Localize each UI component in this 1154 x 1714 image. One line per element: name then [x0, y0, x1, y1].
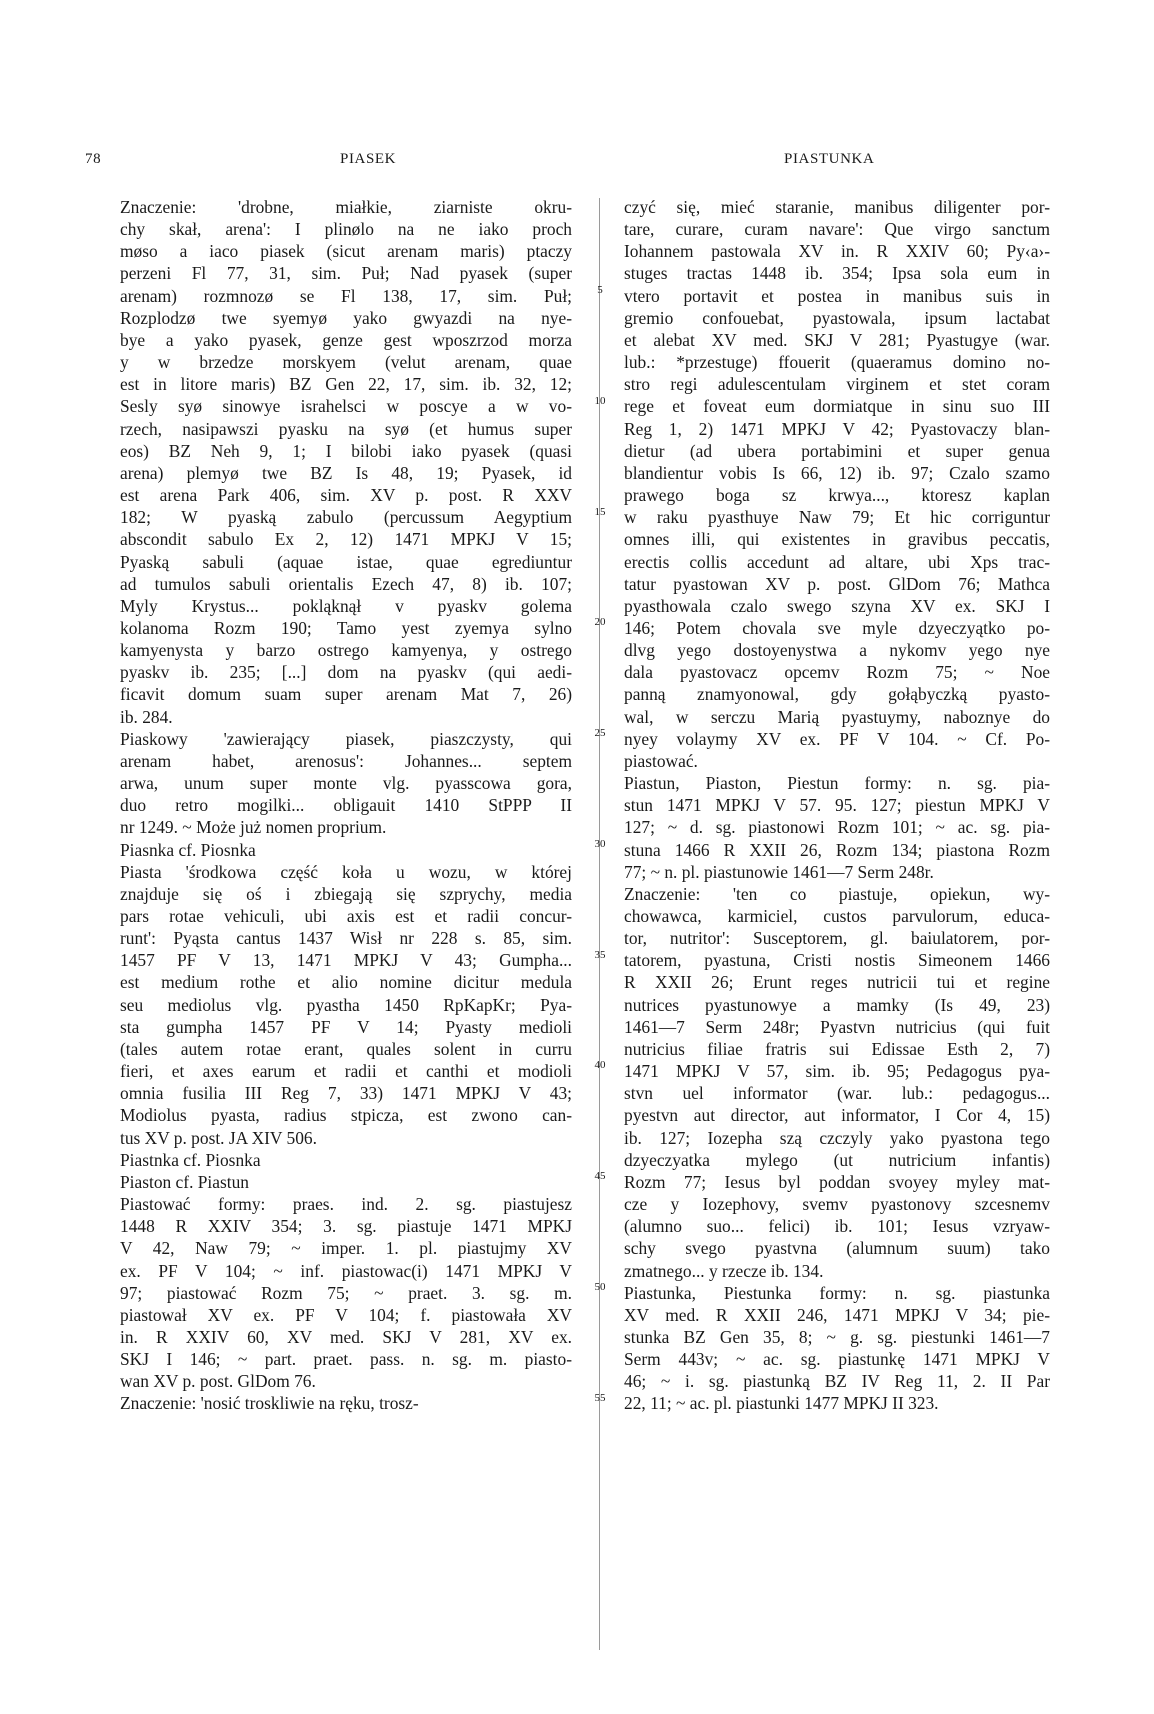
- text-line: Piaskowy 'zawierający piasek, piaszczysty, qui: [120, 728, 572, 749]
- line-number: 15: [594, 506, 606, 518]
- line-number: 50: [594, 1281, 606, 1293]
- text-line: Znaczenie: 'nosić troskliwie na ręku, trosz-: [120, 1393, 419, 1414]
- page-number: 78: [85, 151, 102, 167]
- text-line: rzech, nasipawszi pyasku na syø (et humus super: [120, 418, 572, 439]
- text-line: 22, 11; ~ ac. pl. piastunki 1477 MPKJ II 323.: [624, 1393, 939, 1414]
- text-line: Pyaską sabuli (aquae istae, quae egrediuntur: [120, 551, 572, 572]
- text-line: Piastnka cf. Piosnka: [120, 1149, 261, 1170]
- text-line: 1461—7 Serm 248r; Pyastvn nutricius (qui fuit: [624, 1016, 1050, 1037]
- text-line: nyey volaymy XV ex. PF V 104. ~ Cf. Po-: [624, 728, 1050, 749]
- text-line: Rozm 77; Iesus byl poddan svoyey myley mat-: [624, 1171, 1050, 1192]
- text-line: piastował XV ex. PF V 104; f. piastowała XV: [120, 1304, 572, 1325]
- text-line: 1471 MPKJ V 57, sim. ib. 95; Pedagogus pya-: [624, 1061, 1050, 1082]
- text-line: lub.: *przestuge) ffouerit (quaeramus domino no-: [624, 352, 1050, 373]
- text-line: wan XV p. post. GlDom 76.: [120, 1371, 316, 1392]
- text-line: Znaczenie: 'ten co piastuje, opiekun, wy-: [624, 883, 1050, 904]
- text-line: cze y Iozephovy, svemv pyastonovy szcesnemv: [624, 1194, 1050, 1215]
- line-number: 25: [594, 727, 606, 739]
- left-column: [120, 196, 572, 1415]
- text-line: tare, curare, curam navare': Que virgo sanctum: [624, 219, 1050, 240]
- text-line: stun 1471 MPKJ V 57. 95. 127; piestun MPKJ V: [624, 795, 1050, 816]
- text-line: nutrices pyastunowye a mamky (Is 49, 23): [624, 994, 1050, 1015]
- line-number: 10: [594, 395, 606, 407]
- text-line: vtero portavit et postea in manibus suis in: [624, 285, 1050, 306]
- text-line: R XXII 26; Erunt reges nutricii tui et regine: [624, 972, 1050, 993]
- text-line: nr 1249. ~ Może już nomen proprium.: [120, 817, 387, 838]
- text-line: pyaskv ib. 235; [...] dom na pyaskv (qui aedi-: [120, 662, 572, 683]
- text-line: Piastun, Piaston, Piestun formy: n. sg. pia-: [624, 773, 1050, 794]
- text-line: Iohannem pastowala XV in. R XXIV 60; Py‹a›-: [624, 241, 1050, 262]
- text-line: 77; ~ n. pl. piastunowie 1461—7 Serm 248r.: [624, 861, 934, 882]
- line-number: 20: [594, 616, 606, 628]
- line-number: 30: [594, 838, 606, 850]
- text-line: gremio confouebat, pyastowala, ipsum lactabat: [624, 307, 1050, 328]
- running-head-left: PIASEK: [340, 151, 397, 167]
- text-line: stvn uel informator (war. lub.: pedagogus...: [624, 1083, 1050, 1104]
- text-line: czyć się, mieć staranie, manibus diligenter por-: [624, 197, 1050, 217]
- text-line: nutricius filiae fratris sui Edissae Esth 2, 7): [624, 1038, 1050, 1059]
- text-line: panną znamyonowal, gdy gołąbyczką pyasto-: [624, 684, 1050, 705]
- line-number: 45: [594, 1170, 606, 1182]
- text-line: est medium rothe et alio nomine dicitur medula: [120, 972, 572, 993]
- text-line: stunka BZ Gen 35, 8; ~ g. sg. piestunki 1461—7: [624, 1326, 1050, 1347]
- text-line: wal, w serczu Marią pyastuymy, naboznye do: [624, 706, 1050, 727]
- text-line: Reg 1, 2) 1471 MPKJ V 42; Pyastovaczy blan-: [624, 418, 1050, 439]
- text-line: blandientur vobis Is 66, 12) ib. 97; Czalo szamo: [624, 462, 1050, 483]
- text-line: dzyeczyatka mylego (ut nutricium infantis): [624, 1149, 1050, 1170]
- text-line: duo retro mogilki... obligauit 1410 StPPP II: [120, 795, 572, 816]
- line-number: 55: [594, 1392, 606, 1404]
- text-line: ficavit domum suam super arenam Mat 7, 26): [120, 684, 572, 705]
- text-line: 182; W pyaską zabulo (percussum Aegyptium: [120, 507, 572, 528]
- text-line: omnia fusilia III Reg 7, 33) 1471 MPKJ V 43;: [120, 1083, 572, 1104]
- text-line: w raku pyasthuye Naw 79; Et hic corriguntur: [624, 507, 1050, 528]
- text-line: arwa, unum super monte vlg. pyasscowa gora,: [120, 773, 572, 794]
- text-line: Sesly syø sinowye israhelsci w poscye a w vo-: [120, 396, 572, 417]
- text-line: ib. 127; Iozepha szą czczyly yako pyastona tego: [624, 1127, 1050, 1148]
- text-line: (alumno suo... felici) ib. 101; Iesus vzryaw-: [624, 1216, 1050, 1237]
- text-line: tatur pyastowan XV p. post. GlDom 76; Mathca: [624, 573, 1050, 594]
- text-line: omnes illi, qui existentes in gravibus peccatis,: [624, 529, 1050, 550]
- text-line: stuges tractas 1448 ib. 354; Ipsa sola eum in: [624, 263, 1050, 284]
- text-line: perzeni Fl 77, 31, sim. Puł; Nad pyasek (super: [120, 263, 572, 284]
- column-divider: [599, 198, 600, 1650]
- text-line: y w brzedze morskyem (velut arenam, quae: [120, 352, 572, 373]
- text-line: SKJ I 146; ~ part. praet. pass. n. sg. m. piasto-: [120, 1349, 572, 1370]
- text-line: est in litore maris) BZ Gen 22, 17, sim. ib. 32, 12;: [120, 374, 572, 395]
- running-head-right: PIASTUNKA: [784, 151, 875, 167]
- text-line: runt': Pyąsta cantus 1437 Wisł nr 228 s. 85, sim.: [120, 928, 572, 949]
- text-line: tus XV p. post. JA XIV 506.: [120, 1127, 317, 1148]
- text-line: 1448 R XXIV 354; 3. sg. piastuje 1471 MPKJ: [120, 1216, 572, 1237]
- text-line: (tales autem rotae erant, quales solent in curru: [120, 1038, 572, 1059]
- text-line: abscondit sabulo Ex 2, 12) 1471 MPKJ V 15;: [120, 529, 572, 550]
- text-line: ex. PF V 104; ~ inf. piastowac(i) 1471 MPKJ V: [120, 1260, 572, 1281]
- text-line: arena) plemyø twe BZ Is 48, 19; Pyasek, id: [120, 462, 572, 483]
- text-line: stro regi adulescentulam virginem et stet coram: [624, 374, 1050, 395]
- text-line: stuna 1466 R XXII 26, Rozm 134; piastona Rozm: [624, 839, 1050, 860]
- text-line: pars rotae vehiculi, ubi axis est et radii concur-: [120, 906, 572, 926]
- line-number: 5: [597, 284, 603, 296]
- text-line: ib. 284.: [120, 706, 173, 727]
- text-line: Piastunka, Piestunka formy: n. sg. piastunka: [624, 1282, 1050, 1303]
- line-number: 40: [594, 1059, 606, 1071]
- text-line: Piaston cf. Piastun: [120, 1171, 249, 1192]
- text-line: XV med. R XXII 246, 1471 MPKJ V 34; pie-: [624, 1304, 1050, 1325]
- text-line: sta gumpha 1457 PF V 14; Pyasty medioli: [120, 1016, 572, 1037]
- text-line: Rozplodzø twe syemyø yako gwyazdi na nye-: [120, 307, 572, 328]
- text-line: 97; piastować Rozm 75; ~ praet. 3. sg. m.: [120, 1282, 572, 1303]
- text-line: tor, nutritor': Susceptorem, gl. baiulatorem, por-: [624, 928, 1050, 949]
- text-line: in. R XXIV 60, XV med. SKJ V 281, XV ex.: [120, 1326, 572, 1347]
- text-line: Piasta 'środkowa część koła u wozu, w której: [120, 861, 572, 882]
- text-line: pyestvn aut director, aut informator, I Cor 4, 15): [624, 1105, 1050, 1126]
- text-line: arenam habet, arenosus': Johannes... septem: [120, 750, 572, 771]
- text-line: kamyenysta y barzo ostrego kamyenya, y ostrego: [120, 640, 572, 661]
- text-line: chy skał, arena': I plinølo na ne iako proch: [120, 219, 572, 240]
- text-line: zmatnego... y rzecze ib. 134.: [624, 1260, 824, 1281]
- text-line: tatorem, pyastuna, Cristi nostis Simeonem 1466: [624, 950, 1050, 971]
- text-line: Piasnka cf. Piosnka: [120, 839, 256, 860]
- text-line: chowawca, karmiciel, custos parvulorum, educa-: [624, 906, 1050, 926]
- text-line: møso a iaco piasek (sicut arenam maris) ptaczy: [120, 241, 572, 262]
- text-line: ad tumulos sabuli orientalis Ezech 47, 8) ib. 107;: [120, 573, 572, 594]
- text-line: znajduje się oś i zbiegają się szprychy, media: [120, 883, 572, 904]
- text-line: 146; Potem chovala sve myle dzyeczyątko po-: [624, 617, 1050, 638]
- text-line: arenam) rozmnozø se Fl 138, 17, sim. Puł;: [120, 285, 572, 306]
- text-line: 46; ~ i. sg. piastunką BZ IV Reg 11, 2. II Par: [624, 1371, 1050, 1392]
- text-line: eos) BZ Neh 9, 1; I bilobi iako pyasek (quasi: [120, 440, 572, 461]
- text-line: pyasthowala czalo swego szyna XV ex. SKJ I: [624, 595, 1050, 616]
- text-line: prawego boga sz krwya..., ktoresz kaplan: [624, 485, 1050, 506]
- line-number: 35: [594, 949, 606, 961]
- text-line: dala pyastovacz opcemv Rozm 75; ~ Noe: [624, 662, 1050, 683]
- text-line: bye a yako pyasek, genze gest wposzrzod morza: [120, 329, 572, 350]
- text-line: Modiolus pyasta, radius stpicza, est zwono can-: [120, 1105, 572, 1126]
- text-line: V 42, Naw 79; ~ imper. 1. pl. piastujmy XV: [120, 1238, 572, 1259]
- text-line: et alebat XV med. SKJ V 281; Pyastugye (war.: [624, 329, 1050, 350]
- text-line: Myly Krystus... pokląknął v pyaskv golema: [120, 595, 572, 616]
- text-line: fieri, et axes earum et radii et canthi et modioli: [120, 1061, 572, 1082]
- right-column: [624, 196, 1050, 1415]
- text-line: kolanoma Rozm 190; Tamo yest zyemya sylno: [120, 617, 572, 638]
- text-line: erectis collis accedunt ad altare, ubi Xps trac-: [624, 551, 1050, 572]
- text-line: schy svego pyastvna (alumnum suum) tako: [624, 1238, 1050, 1259]
- text-line: rege et foveat eum dormiatque in sinu suo III: [624, 396, 1050, 417]
- text-line: Znaczenie: 'drobne, miałkie, ziarniste okru-: [120, 197, 572, 217]
- text-line: 127; ~ d. sg. piastonowi Rozm 101; ~ ac. sg. pia-: [624, 817, 1050, 838]
- text-line: Piastować formy: praes. ind. 2. sg. piastujesz: [120, 1194, 572, 1215]
- text-line: seu mediolus vlg. pyastha 1450 RpKapKr; Pya-: [120, 994, 572, 1015]
- text-line: piastować.: [624, 750, 698, 771]
- text-line: Serm 443v; ~ ac. sg. piastunkę 1471 MPKJ V: [624, 1349, 1050, 1370]
- text-line: 1457 PF V 13, 1471 MPKJ V 43; Gumpha...: [120, 950, 572, 971]
- text-line: est arena Park 406, sim. XV p. post. R XXV: [120, 485, 572, 506]
- text-line: dlvg yego dostoyenystwa a nykomv yego nye: [624, 640, 1050, 661]
- text-line: dietur (ad ubera portabimini et super genua: [624, 440, 1050, 461]
